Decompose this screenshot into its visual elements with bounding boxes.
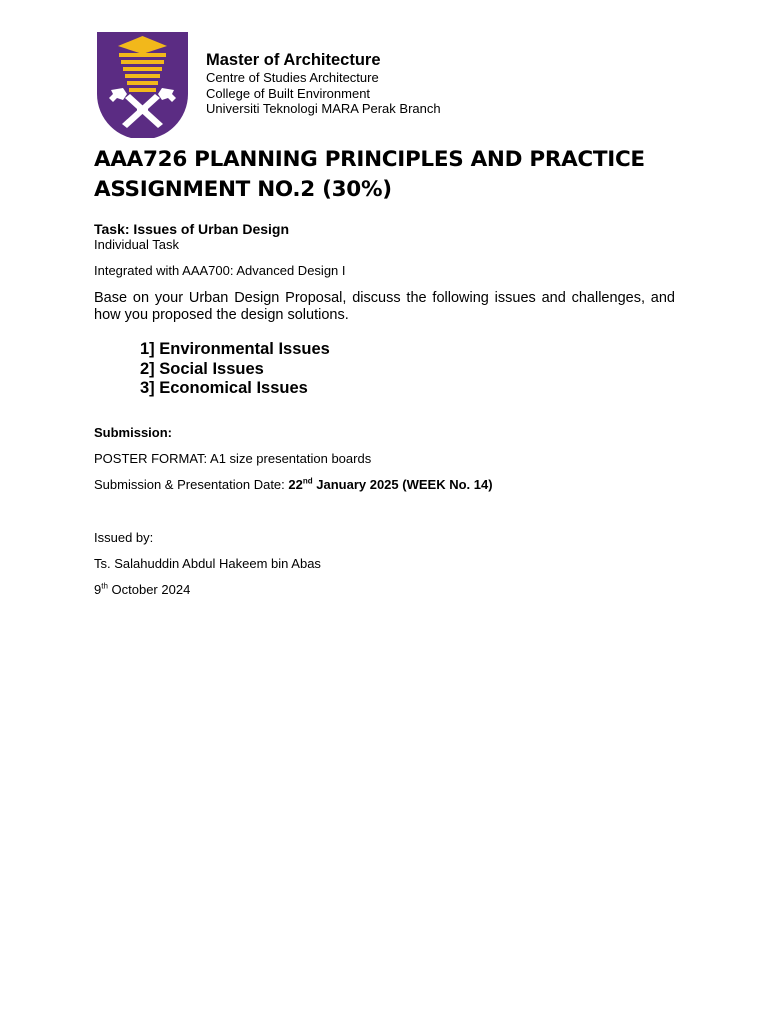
uitm-logo <box>97 32 188 138</box>
list-item: 1] Environmental Issues <box>140 340 330 358</box>
college-name: College of Built Environment <box>206 85 371 101</box>
submission-date <box>94 477 684 492</box>
task-title: Task: Issues of Urban Design <box>94 221 290 237</box>
institution-header <box>206 51 441 117</box>
task-type: Individual Task <box>94 237 180 252</box>
integrated-course: Integrated with AAA700: Advanced Design I <box>94 263 346 278</box>
issues-list <box>140 340 330 399</box>
list-item: 3] Economical Issues <box>140 379 308 397</box>
title-line-assignment: ASSIGNMENT NO.2 (30%) <box>94 177 392 202</box>
university-name: Universiti Teknologi MARA Perak Branch <box>206 101 441 116</box>
submission-date-label: Submission & Presentation Date: <box>94 477 289 492</box>
issued-by-label: Issued by: <box>94 530 154 545</box>
title-line-course: AAA726 PLANNING PRINCIPLES AND PRACTICE <box>94 147 645 172</box>
issuer-name: Ts. Salahuddin Abdul Hakeem bin Abas <box>94 556 321 571</box>
assignment-title <box>94 145 714 205</box>
list-item: 2] Social Issues <box>140 359 264 378</box>
submission-format: POSTER FORMAT: A1 size presentation boards <box>94 451 372 466</box>
centre-name: Centre of Studies Architecture <box>206 70 379 85</box>
issue-date: 9th October 2024 <box>94 581 191 597</box>
submission-heading: Submission: <box>94 425 173 440</box>
submission-date-value: 22nd January 2025 (WEEK No. 14) <box>288 476 493 492</box>
task-prompt: Base on your Urban Design Proposal, discuss the following issues and challenges, and how you proposed the design solutions. <box>94 290 675 323</box>
program-name: Master of Architecture <box>206 51 381 69</box>
